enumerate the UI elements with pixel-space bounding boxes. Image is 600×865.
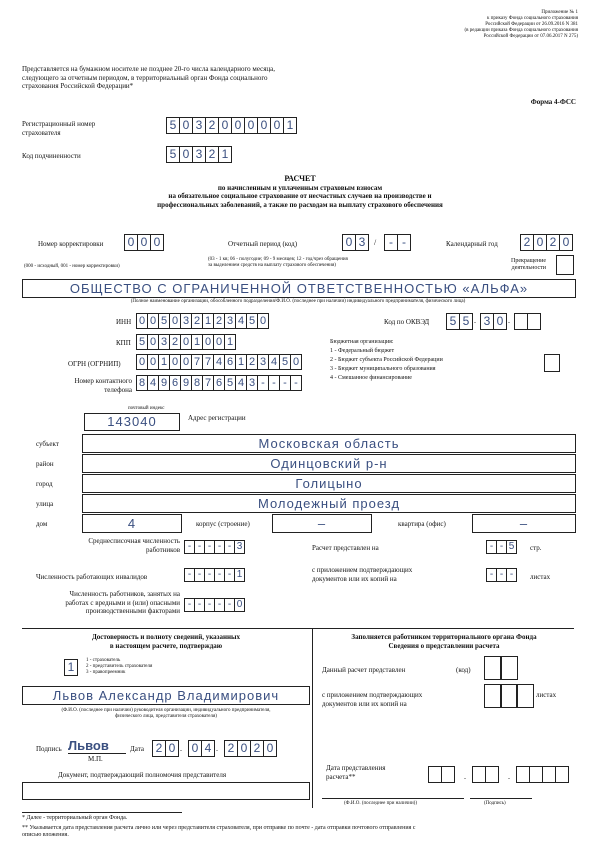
digit-cell[interactable]: - xyxy=(184,568,195,582)
digit-cell[interactable]: 2 xyxy=(546,234,560,251)
digit-cell[interactable] xyxy=(555,766,569,783)
confirm-code-cell[interactable] xyxy=(64,659,77,676)
digit-cell[interactable]: 1 xyxy=(202,313,214,329)
subord-code-cells[interactable] xyxy=(166,146,231,163)
okved-dot: . xyxy=(474,316,476,325)
fss-code-label: (код) xyxy=(456,666,471,674)
okved-label: Код по ОКВЭД xyxy=(384,318,430,326)
okved-part3-cells[interactable] xyxy=(514,313,540,330)
reg-number-label-line: Регистрационный номер xyxy=(22,120,96,128)
digit-cell[interactable]: 1 xyxy=(218,146,232,163)
digit-cell[interactable]: 4 xyxy=(235,313,247,329)
digit-cell[interactable]: 3 xyxy=(192,146,206,163)
termination-label-line: Прекращение xyxy=(511,258,546,264)
correction-cells[interactable] xyxy=(124,234,163,251)
street-label: улица xyxy=(36,500,54,508)
digit-cell[interactable]: - xyxy=(224,540,235,554)
pages-unit: стр. xyxy=(530,544,542,552)
appendix-note xyxy=(378,10,578,40)
harmful-label-line: производственными факторами xyxy=(85,607,180,615)
period-note-line: (03 - 1 кв; 06 - полугодие; 09 - 9 месяцев; 12 - год/чрез обращения xyxy=(208,257,348,262)
confirm-title xyxy=(22,633,310,650)
avg-label-line: работников xyxy=(146,545,180,554)
signer-name-note-line: физического лица, представителя страхователя) xyxy=(115,714,217,719)
period-note xyxy=(208,257,418,269)
harmful-label-line: Численность работников, занятых на xyxy=(69,590,180,598)
digit-cell[interactable]: 4 xyxy=(213,354,225,370)
digit-cell[interactable]: 0 xyxy=(270,117,284,134)
postal-label: почтовый индекс xyxy=(128,406,165,411)
digit-cell[interactable]: 0 xyxy=(188,740,202,757)
city-field[interactable]: Голицыно xyxy=(82,474,576,493)
digit-cell[interactable]: 5 xyxy=(166,146,180,163)
intro-line: следующего за отчетным периодом, в территориальный орган Фонда социального xyxy=(22,73,268,82)
digit-cell[interactable]: - xyxy=(194,568,205,582)
digit-cell[interactable]: 0 xyxy=(147,334,159,350)
termination-checkbox[interactable] xyxy=(556,255,574,275)
digit-cell[interactable]: - xyxy=(506,568,517,582)
intro-line: Представляется на бумажном носителе не позднее 20-го числа календарного месяца, xyxy=(22,65,276,73)
digit-cell[interactable]: 7 xyxy=(202,354,214,370)
confirm-option: 3 - правопреемник xyxy=(86,670,126,675)
attach-label xyxy=(312,566,412,583)
digit-cell[interactable]: - xyxy=(194,598,205,612)
digit-cell[interactable]: 7 xyxy=(191,354,203,370)
digit-cell[interactable]: 1 xyxy=(224,334,236,350)
digit-cell[interactable]: 5 xyxy=(459,313,473,330)
appendix-line: (в редакции приказа Фонда социального страхования xyxy=(464,28,578,33)
digit-cell[interactable]: 8 xyxy=(136,375,148,391)
digit-cell[interactable]: 5 xyxy=(506,540,517,554)
house-label: дом xyxy=(36,520,48,528)
subord-code-label: Код подчиненности xyxy=(22,152,81,160)
digit-cell[interactable]: 2 xyxy=(169,334,181,350)
signer-name-note-line: (Ф.И.О. (последнее при наличии) руководителя организации, индивидуального предпринимателя, xyxy=(61,708,271,713)
digit-cell[interactable] xyxy=(428,766,442,783)
digit-cell[interactable]: 3 xyxy=(192,117,206,134)
digit-cell[interactable]: 2 xyxy=(213,313,225,329)
footnote: * Далее - территориальный орган Фонда. xyxy=(22,815,128,821)
footnote: описью вложения. xyxy=(22,832,69,838)
disabled-employees-cells[interactable] xyxy=(184,568,244,582)
intro-text xyxy=(22,65,362,91)
title-line: на обязательное социальное страхование от несчастных случаев на производстве и xyxy=(168,192,432,200)
date-dot: . xyxy=(216,744,218,753)
digit-cell[interactable]: 0 xyxy=(169,313,181,329)
postal-code-field[interactable]: 143040 xyxy=(84,413,180,431)
digit-cell[interactable]: 3 xyxy=(180,313,192,329)
budget-option: 3 - Бюджет муниципального образования xyxy=(330,366,436,372)
correction-note: (000 - исходный, 001 - номер корректировки) xyxy=(24,264,120,269)
fss-date-label-line: расчета** xyxy=(326,772,356,781)
digit-cell[interactable]: - xyxy=(184,540,195,554)
house-field[interactable]: 4 xyxy=(82,514,182,533)
period-label: Отчетный период (код) xyxy=(228,240,298,248)
digit-cell[interactable]: 0 xyxy=(234,598,245,612)
signature-label: Подпись xyxy=(36,745,62,753)
digit-cell[interactable]: 3 xyxy=(224,313,236,329)
column-divider xyxy=(312,628,313,808)
digit-cell[interactable]: 8 xyxy=(191,375,203,391)
digit-cell[interactable]: 0 xyxy=(202,334,214,350)
digit-cell[interactable]: 5 xyxy=(166,117,180,134)
date-day-cells[interactable] xyxy=(152,740,178,757)
fss-attach-label-line: с приложением подтверждающих xyxy=(322,691,423,699)
footnote: ** Указывается дата представления расчета лично или через представителя страхователя, при отправке по почте - дата отправки почтового отправления с xyxy=(22,825,416,831)
date-dot: . xyxy=(508,772,510,781)
building-field[interactable]: – xyxy=(272,514,372,533)
digit-cell[interactable]: - xyxy=(397,234,411,251)
digit-cell[interactable]: 0 xyxy=(237,740,251,757)
period-extra-cells[interactable] xyxy=(384,234,410,251)
confirm-option: 1 - страхователь xyxy=(86,658,121,663)
fss-title xyxy=(314,633,574,650)
digit-cell[interactable]: 3 xyxy=(158,334,170,350)
digit-cell[interactable]: 1 xyxy=(158,354,170,370)
fss-date-label xyxy=(326,764,385,781)
digit-cell[interactable]: 0 xyxy=(147,354,159,370)
section-divider xyxy=(22,628,574,629)
digit-cell[interactable]: - xyxy=(486,568,497,582)
digit-cell[interactable]: - xyxy=(214,568,225,582)
digit-cell[interactable] xyxy=(485,766,499,783)
budget-option: 1 - Федеральный бюджет xyxy=(330,348,395,354)
harmful-label-line: работах с вредными и (или) опасными xyxy=(65,598,180,607)
digit-cell[interactable]: 5 xyxy=(446,313,460,330)
fss-date-label-line: Дата представления xyxy=(326,764,386,772)
budget-checkbox[interactable] xyxy=(544,354,560,372)
inn-cells[interactable] xyxy=(136,313,268,329)
district-label: район xyxy=(36,460,54,468)
inn-label: ИНН xyxy=(116,318,132,326)
digit-cell[interactable]: 2 xyxy=(246,354,258,370)
digit-cell[interactable] xyxy=(441,766,455,783)
digit-cell[interactable]: 0 xyxy=(165,740,179,757)
fss-sign-line[interactable] xyxy=(470,798,532,799)
footnote-divider xyxy=(22,812,182,813)
form-title xyxy=(60,174,540,209)
digit-cell[interactable]: 2 xyxy=(205,146,219,163)
period-slash: / xyxy=(374,238,377,247)
intro-line: страхования Российской Федерации* xyxy=(22,82,134,90)
digit-cell[interactable]: 6 xyxy=(169,375,181,391)
period-note-line: за выделением средств на выплату страхового обеспечения) xyxy=(208,263,336,268)
digit-cell[interactable]: - xyxy=(214,598,225,612)
digit-cell[interactable]: - xyxy=(184,598,195,612)
digit-cell[interactable]: 0 xyxy=(263,740,277,757)
digit-cell[interactable]: - xyxy=(257,375,269,391)
budget-options xyxy=(330,339,530,382)
address-title: Адрес регистрации xyxy=(188,414,246,422)
signer-name-note xyxy=(22,708,310,720)
building-label: корпус (строение) xyxy=(196,520,250,528)
digit-cell[interactable]: 5 xyxy=(279,354,291,370)
budget-title: Бюджетная организация: xyxy=(330,339,394,345)
harmful-employees-cells[interactable] xyxy=(184,598,244,612)
date-year-cells[interactable] xyxy=(224,740,276,757)
date-dot: . xyxy=(464,772,466,781)
digit-cell[interactable] xyxy=(542,766,556,783)
digit-cell[interactable]: 9 xyxy=(158,375,170,391)
fss-attach-label-line: документов или их копий на xyxy=(322,699,407,708)
digit-cell[interactable]: 4 xyxy=(235,375,247,391)
digit-cell[interactable]: 0 xyxy=(493,313,507,330)
attach-unit: листах xyxy=(530,573,551,581)
fss-attach-label xyxy=(322,691,422,708)
digit-cell[interactable]: 0 xyxy=(290,354,302,370)
flat-label: квартира (офис) xyxy=(398,520,446,528)
digit-cell[interactable]: - xyxy=(496,540,507,554)
date-dot: . xyxy=(180,744,182,753)
title-main: РАСЧЕТ xyxy=(284,174,316,183)
digit-cell[interactable]: 2 xyxy=(191,313,203,329)
city-label: город xyxy=(36,480,53,488)
appendix-line: к приказу Фонда социального страхования xyxy=(487,16,578,21)
digit-cell[interactable]: 1 xyxy=(64,659,78,676)
budget-option: 2 - Бюджет субъекта Российской Федерации xyxy=(330,357,443,363)
digit-cell[interactable]: 2 xyxy=(520,234,534,251)
avg-employees-cells[interactable] xyxy=(184,540,244,554)
fss-date-year-cells[interactable] xyxy=(516,766,568,783)
digit-cell[interactable]: 0 xyxy=(231,117,245,134)
fss-fio-note: (Ф.И.О. (последнее при наличии)) xyxy=(344,801,417,806)
termination-label xyxy=(476,258,546,272)
digit-cell[interactable]: 3 xyxy=(480,313,494,330)
digit-cell[interactable]: 5 xyxy=(158,313,170,329)
phone-label xyxy=(40,377,132,394)
pages-cells[interactable] xyxy=(486,540,516,554)
digit-cell[interactable]: - xyxy=(224,598,235,612)
harmful-label xyxy=(22,590,180,616)
fss-code-cell[interactable] xyxy=(500,656,518,680)
fss-title-line: Заполняется работником территориального органа Фонда xyxy=(351,633,537,641)
pages-label: Расчет представлен на xyxy=(312,544,379,552)
okved-part1-cells[interactable] xyxy=(446,313,472,330)
digit-cell[interactable] xyxy=(527,313,541,330)
disabled-label: Численность работающих инвалидов xyxy=(36,573,148,581)
ogrn-cells[interactable] xyxy=(136,354,301,370)
authority-doc-label: Документ, подтверждающий полномочия представителя xyxy=(58,771,227,779)
digit-cell[interactable]: - xyxy=(268,375,280,391)
digit-cell[interactable] xyxy=(516,766,530,783)
digit-cell[interactable]: 2 xyxy=(205,117,219,134)
correction-label: Номер корректировки xyxy=(38,240,104,248)
digit-cell[interactable]: - xyxy=(204,598,215,612)
digit-cell[interactable]: 0 xyxy=(136,354,148,370)
digit-cell[interactable]: 4 xyxy=(201,740,215,757)
confirm-option: 2 - представитель страхователя xyxy=(86,664,153,669)
fss-submitted-label: Данный расчет представлен xyxy=(322,666,406,674)
signer-name-field[interactable]: Львов Александр Владимирович xyxy=(22,686,310,705)
avg-label-line: Среднесписочная численность xyxy=(88,537,180,545)
digit-cell[interactable]: 3 xyxy=(234,540,245,554)
footnotes xyxy=(22,815,578,839)
digit-cell[interactable]: 0 xyxy=(257,313,269,329)
digit-cell[interactable]: 4 xyxy=(268,354,280,370)
digit-cell[interactable]: 3 xyxy=(355,234,369,251)
confirm-options xyxy=(86,658,152,676)
attach-label-line: с приложением подтверждающих xyxy=(312,566,413,574)
kpp-cells[interactable] xyxy=(136,334,235,350)
digit-cell[interactable]: 6 xyxy=(213,375,225,391)
fss-attach-cell[interactable] xyxy=(516,684,534,708)
digit-cell[interactable] xyxy=(529,766,543,783)
digit-cell[interactable]: 0 xyxy=(342,234,356,251)
phone-label-line: Номер контактного xyxy=(74,377,132,385)
authority-doc-field[interactable] xyxy=(22,782,310,800)
date-month-cells[interactable] xyxy=(188,740,214,757)
confirm-title-line: Достоверность и полноту сведений, указанных xyxy=(91,633,240,641)
digit-cell[interactable]: 0 xyxy=(180,354,192,370)
street-field[interactable]: Молодежный проезд xyxy=(82,494,576,513)
digit-cell[interactable]: 0 xyxy=(124,234,138,251)
fss-date-month-cells[interactable] xyxy=(472,766,498,783)
reg-number-cells[interactable] xyxy=(166,117,296,134)
digit-cell[interactable]: 0 xyxy=(218,117,232,134)
digit-cell[interactable]: 5 xyxy=(246,313,258,329)
digit-cell[interactable]: - xyxy=(204,568,215,582)
digit-cell[interactable]: - xyxy=(279,375,291,391)
okved-part2-cells[interactable] xyxy=(480,313,506,330)
digit-cell[interactable]: 0 xyxy=(179,117,193,134)
digit-cell[interactable]: 0 xyxy=(213,334,225,350)
digit-cell[interactable]: 0 xyxy=(179,146,193,163)
okved-dot: . xyxy=(508,316,510,325)
digit-cell[interactable] xyxy=(472,766,486,783)
digit-cell[interactable]: 9 xyxy=(180,375,192,391)
digit-cell[interactable]: 3 xyxy=(257,354,269,370)
district-field[interactable]: Одинцовский р-н xyxy=(82,454,576,473)
digit-cell[interactable]: 1 xyxy=(235,354,247,370)
signature-field[interactable]: Львов xyxy=(68,738,126,754)
digit-cell[interactable] xyxy=(514,313,528,330)
phone-label-line: телефона xyxy=(104,385,132,394)
digit-cell[interactable]: 5 xyxy=(224,375,236,391)
org-name-field[interactable]: ОБЩЕСТВО С ОГРАНИЧЕННОЙ ОТВЕТСТВЕННОСТЬЮ «АЛЬФА» xyxy=(22,279,576,298)
digit-cell[interactable]: - xyxy=(384,234,398,251)
reg-number-label-line: страхователя xyxy=(22,128,61,137)
reg-number-label xyxy=(22,120,95,137)
digit-cell[interactable]: - xyxy=(224,568,235,582)
phone-cells[interactable] xyxy=(136,375,301,391)
digit-cell[interactable]: - xyxy=(194,540,205,554)
digit-cell[interactable]: 0 xyxy=(147,313,159,329)
digit-cell[interactable]: 1 xyxy=(191,334,203,350)
digit-cell[interactable]: 0 xyxy=(244,117,258,134)
attach-label-line: документов или их копий на xyxy=(312,574,397,583)
year-cells[interactable] xyxy=(520,234,572,251)
fss-date-day-cells[interactable] xyxy=(428,766,454,783)
form-name: Форма 4-ФСС xyxy=(530,98,576,106)
digit-cell[interactable]: 0 xyxy=(180,334,192,350)
flat-field[interactable]: – xyxy=(472,514,576,533)
digit-cell[interactable]: 6 xyxy=(224,354,236,370)
fss-sign-note: (Подпись) xyxy=(484,801,506,806)
subject-label: субъект xyxy=(36,440,59,448)
digit-cell[interactable]: 5 xyxy=(136,334,148,350)
digit-cell[interactable]: 0 xyxy=(533,234,547,251)
digit-cell[interactable]: 7 xyxy=(202,375,214,391)
digit-cell[interactable]: 1 xyxy=(283,117,297,134)
period-code-cells[interactable] xyxy=(342,234,368,251)
avg-label xyxy=(60,537,180,554)
year-label: Календарный год xyxy=(446,240,498,248)
org-name-note: (Полное наименование организации, обособленного подразделения/Ф.И.О. (последнее при наличии) индивидуального предпринимателя, физического лица) xyxy=(130,299,466,304)
fss-attach-unit: листах xyxy=(536,691,557,699)
title-line: профессиональных заболеваний, а также по расходам на выплату страхового обеспечения xyxy=(157,200,443,209)
digit-cell[interactable]: 0 xyxy=(137,234,151,251)
digit-cell[interactable]: 1 xyxy=(234,568,245,582)
subject-field[interactable]: Московская область xyxy=(82,434,576,453)
kpp-label: КПП xyxy=(116,339,131,347)
termination-label-line: деятельности xyxy=(511,265,546,271)
digit-cell[interactable]: 4 xyxy=(147,375,159,391)
digit-cell[interactable]: - xyxy=(214,540,225,554)
digit-cell[interactable]: 2 xyxy=(224,740,238,757)
digit-cell[interactable]: 0 xyxy=(150,234,164,251)
digit-cell[interactable]: - xyxy=(204,540,215,554)
title-line: по начисленным и уплаченным страховым взносам xyxy=(217,183,383,192)
appendix-line: Приложение № 1 xyxy=(541,10,578,15)
digit-cell[interactable]: 0 xyxy=(169,354,181,370)
confirm-title-line: в настоящем расчете, подтверждаю xyxy=(109,641,223,650)
digit-cell[interactable]: 0 xyxy=(136,313,148,329)
budget-option: 4 - Смешанное финансирование xyxy=(330,375,412,381)
fss-title-line: Сведения о представлении расчета xyxy=(388,641,500,650)
stamp-label: М.П. xyxy=(88,755,103,763)
ogrn-label: ОГРН (ОГРНИП) xyxy=(68,360,121,368)
date-label: Дата xyxy=(130,745,144,753)
digit-cell[interactable]: 3 xyxy=(246,375,258,391)
digit-cell[interactable]: - xyxy=(496,568,507,582)
fss-fio-line[interactable] xyxy=(322,798,464,799)
digit-cell[interactable]: 0 xyxy=(257,117,271,134)
digit-cell[interactable]: 0 xyxy=(559,234,573,251)
appendix-line: Российской Федерации от 07.06.2017 N 275) xyxy=(483,34,578,39)
digit-cell[interactable]: - xyxy=(486,540,497,554)
digit-cell[interactable]: 2 xyxy=(250,740,264,757)
appendix-line: Российской Федерации от 26.09.2016 N 381 xyxy=(485,22,578,27)
digit-cell[interactable]: - xyxy=(290,375,302,391)
digit-cell[interactable]: 2 xyxy=(152,740,166,757)
attach-cells[interactable] xyxy=(486,568,516,582)
